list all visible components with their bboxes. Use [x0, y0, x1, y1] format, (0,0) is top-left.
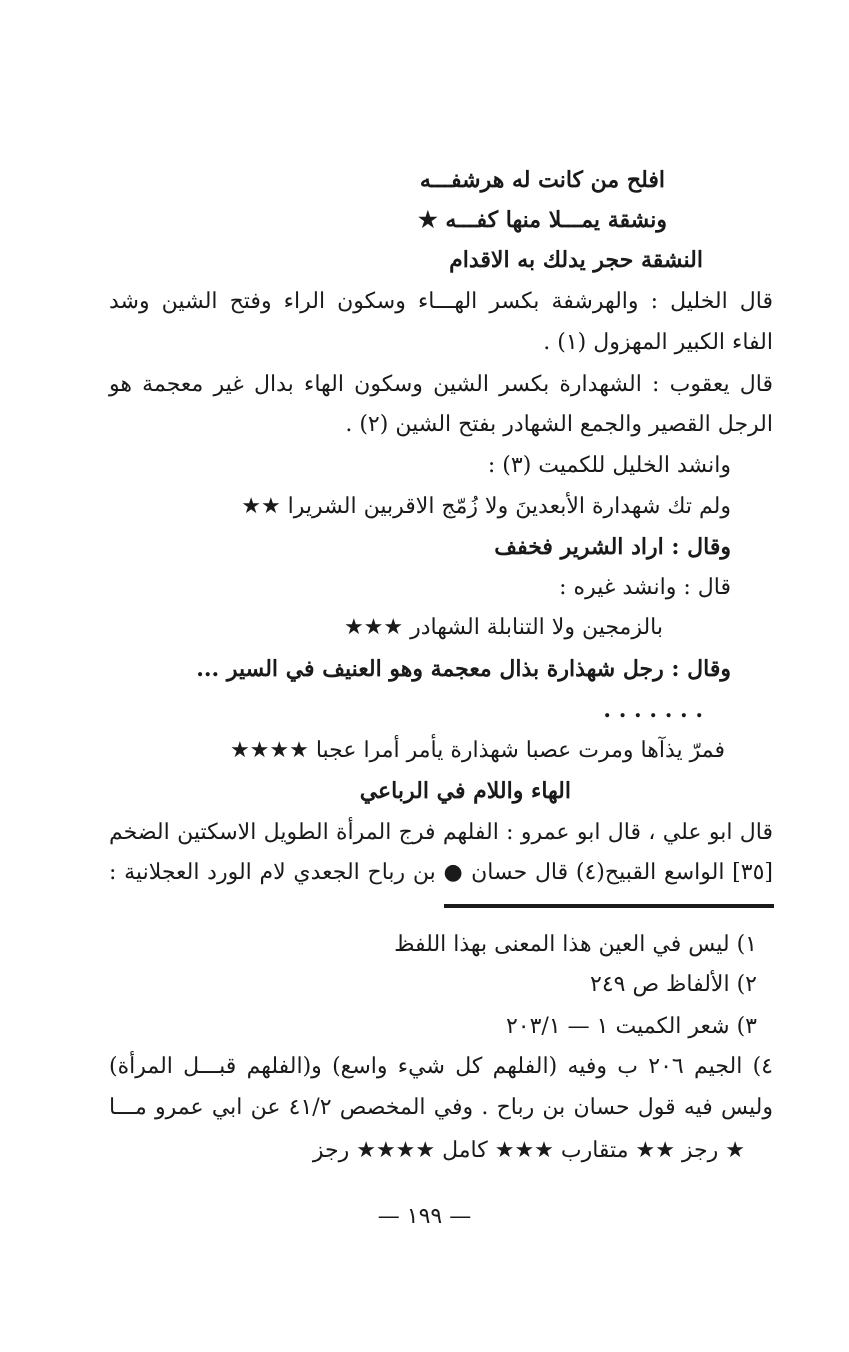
- qala-line-3: وقال : رجل شهذارة بذال معجمة وهو العنيف في السير ...: [196, 656, 731, 682]
- qala-line-1: وقال : اراد الشرير فخفف: [494, 534, 731, 560]
- abuali-paragraph-line-2: [٣٥] الواسع القبيح(٤) قال حسان ● بن رباح الجعدي لام الورد العجلانية :: [109, 860, 773, 885]
- footnote-4-line-2: وليس فيه قول حسان بن رباح . وفي المخصص ٤١/٢ عن ابي عمرو مـــا: [109, 1095, 773, 1120]
- section-heading: الهاء واللام في الرباعي: [359, 778, 571, 804]
- footnote-divider: [444, 904, 774, 908]
- verse-4: فمرّ يذآها ومرت عصبا شهذارة يأمر أمرا عجبا ★★★★: [229, 738, 725, 763]
- footnote-1: ١) ليس في العين هذا المعنى بهذا اللفظ: [394, 932, 757, 957]
- footnote-2: ٢) الألفاظ ص ٢٤٩: [590, 972, 757, 997]
- verse-3: بالزمجين ولا التنابلة الشهادر ★★★: [343, 615, 663, 640]
- gloss-line: النشقة حجر يدلك به الاقدام: [449, 247, 703, 273]
- page-number: — ١٩٩ —: [377, 1204, 472, 1229]
- ellipsis-dots: . . . . . . .: [603, 697, 703, 723]
- footnote-4-line-1: ٤) الجيم ٢٠٦ ب وفيه (الفلهم كل شيء واسع) و(الفلهم قبـــل المرأة): [109, 1054, 773, 1079]
- verse-1-line-2: ونشقة يمـــلا منها كفـــه ★: [418, 207, 667, 233]
- meter-key: ★ رجز ★★ متقارب ★★★ كامل ★★★★ رجز: [312, 1138, 745, 1163]
- verse-1-line-1: افلح من كانت له هرشفـــه: [419, 167, 665, 193]
- abuali-paragraph-line-1: قال ابو علي ، قال ابو عمرو : الفلهم فرج المرأة الطويل الاسكتين الضخم: [109, 820, 773, 845]
- kumait-intro: وانشد الخليل للكميت (٣) :: [487, 453, 731, 478]
- yaqub-paragraph-line-1: قال يعقوب : الشهدارة بكسر الشين وسكون الهاء بدال غير معجمة هو: [109, 372, 773, 397]
- khalil-paragraph-line-2: الفاء الكبير المهزول (١) .: [543, 330, 773, 355]
- qala-line-2: قال : وانشد غيره :: [559, 575, 731, 600]
- khalil-paragraph-line-1: قال الخليل : والهرشفة بكسر الهـــاء وسكون الراء وفتح الشين وشد: [109, 289, 773, 314]
- footnote-3: ٣) شعر الكميت ١ — ٢٠٣/١: [505, 1014, 757, 1039]
- yaqub-paragraph-line-2: الرجل القصير والجمع الشهادر بفتح الشين (٢) .: [345, 412, 773, 437]
- verse-2: ولم تك شهدارة الأبعدينَ ولا زُمّج الاقربين الشريرا ★★: [241, 494, 731, 519]
